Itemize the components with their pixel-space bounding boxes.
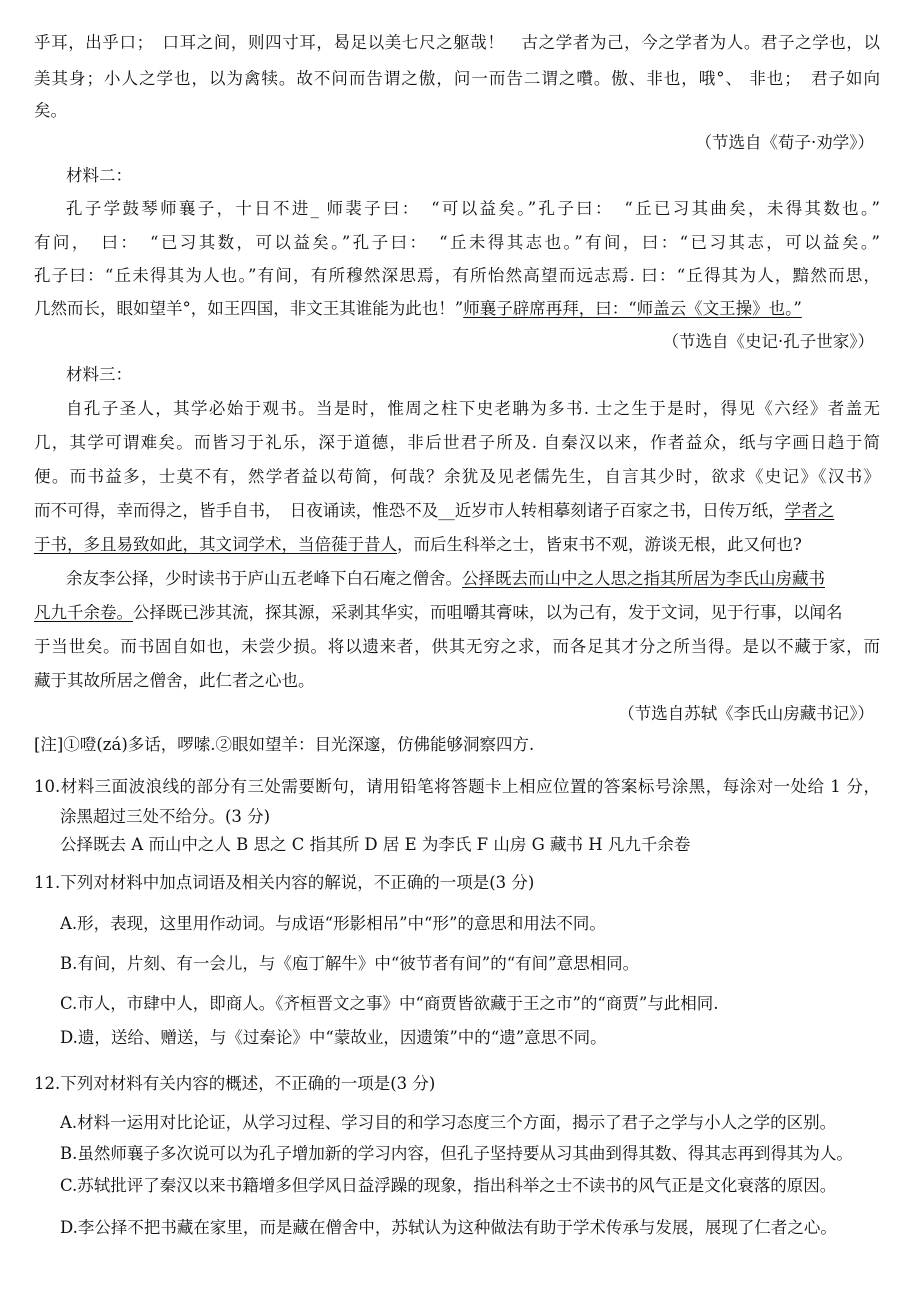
material1-source: （节选自《荀子·劝学》） <box>695 133 874 152</box>
material3-wavy-underline-b: 凡九千余卷。 <box>34 603 133 622</box>
q11-stem: 11.下列对材料中加点词语及相关内容的解说，不正确的一项是(3 分) <box>34 873 535 892</box>
q12-option-a: A.材料一运用对比论证，从学习过程、学习目的和学习态度三个方面，揭示了君子之学与小人之学的区别。 <box>60 1113 837 1132</box>
material3-p1-line-1: 自孔子圣人，其学必始于观书。当是时，惟周之柱下史老聃为多书. 士之生于是时，得见《六经》者盖无 <box>66 399 880 418</box>
material2-heading: 材料二： <box>66 166 132 185</box>
material3-underlined-a: 学者之 <box>784 501 835 520</box>
material2-line-4 <box>34 298 880 320</box>
footnote: [注]①噔(zá)多话，啰嗦.②眼如望羊：目光深邃，仿佛能够洞察四方. <box>34 735 535 754</box>
q12-option-c: C.苏轼批评了秦汉以来书籍增多但学风日益浮躁的现象，指出科举之士不读书的风气正是文化衰落的原因。 <box>60 1176 837 1195</box>
material3-p1-line-5-rest: ，而后生科举之士，皆束书不观，游谈无根，此又何也? <box>397 535 802 554</box>
material1-line-3: 矣。 <box>34 101 67 120</box>
q12-stem: 12.下列对材料有关内容的概述，不正确的一项是(3 分) <box>34 1074 436 1093</box>
material1-line-2: 美其身；小人之学也，以为禽犊。故不问而告谓之傲，问一而告二谓之囋。傲、非也，哦°、 非也； 君子如向 <box>34 69 880 88</box>
material3-p2-line-1-plain: 余友李公择，少时读书于庐山五老峰下白石庵之僧舍。 <box>66 569 462 588</box>
material3-p2-line-4: 藏于其故所居之僧舍，此仁者之心也。 <box>34 671 315 690</box>
material3-wavy-underline-a: 公择既去而山中之人思之指其所居为李氏山房藏书 <box>462 569 825 588</box>
material1-line-1: 乎耳，出乎口； 口耳之间，则四寸耳，曷足以美七尺之躯哉！ 古之学者为己，今之学者为人。君子之学也，以 <box>34 33 880 52</box>
material2-source: （节选自《史记·孔子世家》） <box>662 332 874 351</box>
q11-option-b: B.有间，片刻、有一会儿，与《庖丁解牛》中“彼节者有间”的“有间”意思相同。 <box>60 954 640 973</box>
material2-underlined-sentence: 师襄子辟席再拜，曰：“师盖云《文王操》也。” <box>463 299 802 318</box>
material3-p2-line-3: 于当世矣。而书固自如也，未尝少损。将以遗来者，供其无穷之求，而各足其才分之所当得。是以不藏于家，而 <box>34 637 880 656</box>
q11-option-d: D.遗，送给、赠送，与《过秦论》中“蒙故业，因遗策”中的“遗”意思不同。 <box>60 1028 607 1047</box>
material3-underlined-b: 于书，多且易致如此，其文词学术，当倍蓰于昔人 <box>34 535 397 554</box>
material3-p2-line-1 <box>66 568 880 590</box>
material3-heading: 材料三： <box>66 365 132 384</box>
q12-option-b: B.虽然师襄子多次说可以为孔子增加新的学习内容，但孔子坚持要从习其曲到得其数、得其志再到得其为人。 <box>60 1144 853 1163</box>
q11-option-a: A.形，表现，这里用作动词。与成语“形影相吊”中“形”的意思和用法不同。 <box>60 914 606 933</box>
material3-p2-line-2 <box>34 602 880 624</box>
material2-line-4-text: 几然而长，眼如望羊°，如王四国，非文王其谁能为此也！” <box>34 299 464 318</box>
q12-option-d: D.李公择不把书藏在家里，而是藏在僧舍中，苏轼认为这种做法有助于学术传承与发展，展现了仁者之心。 <box>60 1218 837 1237</box>
material3-p1-line-2: 几，其学可谓难矣。而皆习于礼乐，深于道德，非后世君子所及. 自秦汉以来，作者益众，纸与字画日趋于简 <box>34 433 880 452</box>
material2-line-3: 孔子曰：“丘未得其为人也。”有间，有所穆然深思焉，有所怡然高望而远志焉. 曰：“丘得其为人，黯然而思， <box>34 266 880 285</box>
material3-p1-line-4 <box>34 500 880 522</box>
material3-p1-line-4-text: 而不可得，幸而得之，皆手自书， 日夜诵读，惟恐不及__近岁市人转相摹刻诸子百家之书，日传万纸， <box>34 501 785 520</box>
q10-stem-line-2: 涂黑超过三处不给分。(3 分) <box>60 807 271 826</box>
q10-options: 公择既去 A 而山中之人 B 思之 C 指其所 D 居 E 为李氏 F 山房 G 藏书 H 凡九千余卷 <box>60 835 691 854</box>
q11-option-c: C.市人，市肆中人，即商人。《齐桓晋文之事》中“商贾皆欲藏于王之市”的“商贾”与此相同. <box>60 994 719 1013</box>
material3-p1-line-3: 便。而书益多，士莫不有，然学者益以苟简，何哉？余犹及见老儒先生，自言其少时，欲求《史记》《汉书》 <box>34 467 880 486</box>
material3-p2-line-2-rest: 公择既已涉其流，探其源，采剥其华实，而咀嚼其膏味，以为己有，发于文词，见于行事，以闻名 <box>133 603 843 622</box>
q10-stem-line-1: 10.材料三面波浪线的部分有三处需要断句，请用铅笔将答题卡上相应位置的答案标号涂黑，每涂对一处给 1 分， <box>34 777 880 796</box>
material3-p1-line-5 <box>34 534 880 556</box>
material3-source: （节选自苏轼《李氏山房藏书记》） <box>618 704 874 723</box>
material2-line-2: 有问， 曰： “已习其数，可以益矣。”孔子曰： “丘未得其志也。”有间，曰：“已习其志，可以益矣。” <box>34 233 880 252</box>
material2-line-1: 孔子学鼓琴师襄子，十日不进_ 师裴子曰： “可以益矣。”孔子曰： “丘已习其曲矣，未得其数也。” <box>66 199 880 218</box>
